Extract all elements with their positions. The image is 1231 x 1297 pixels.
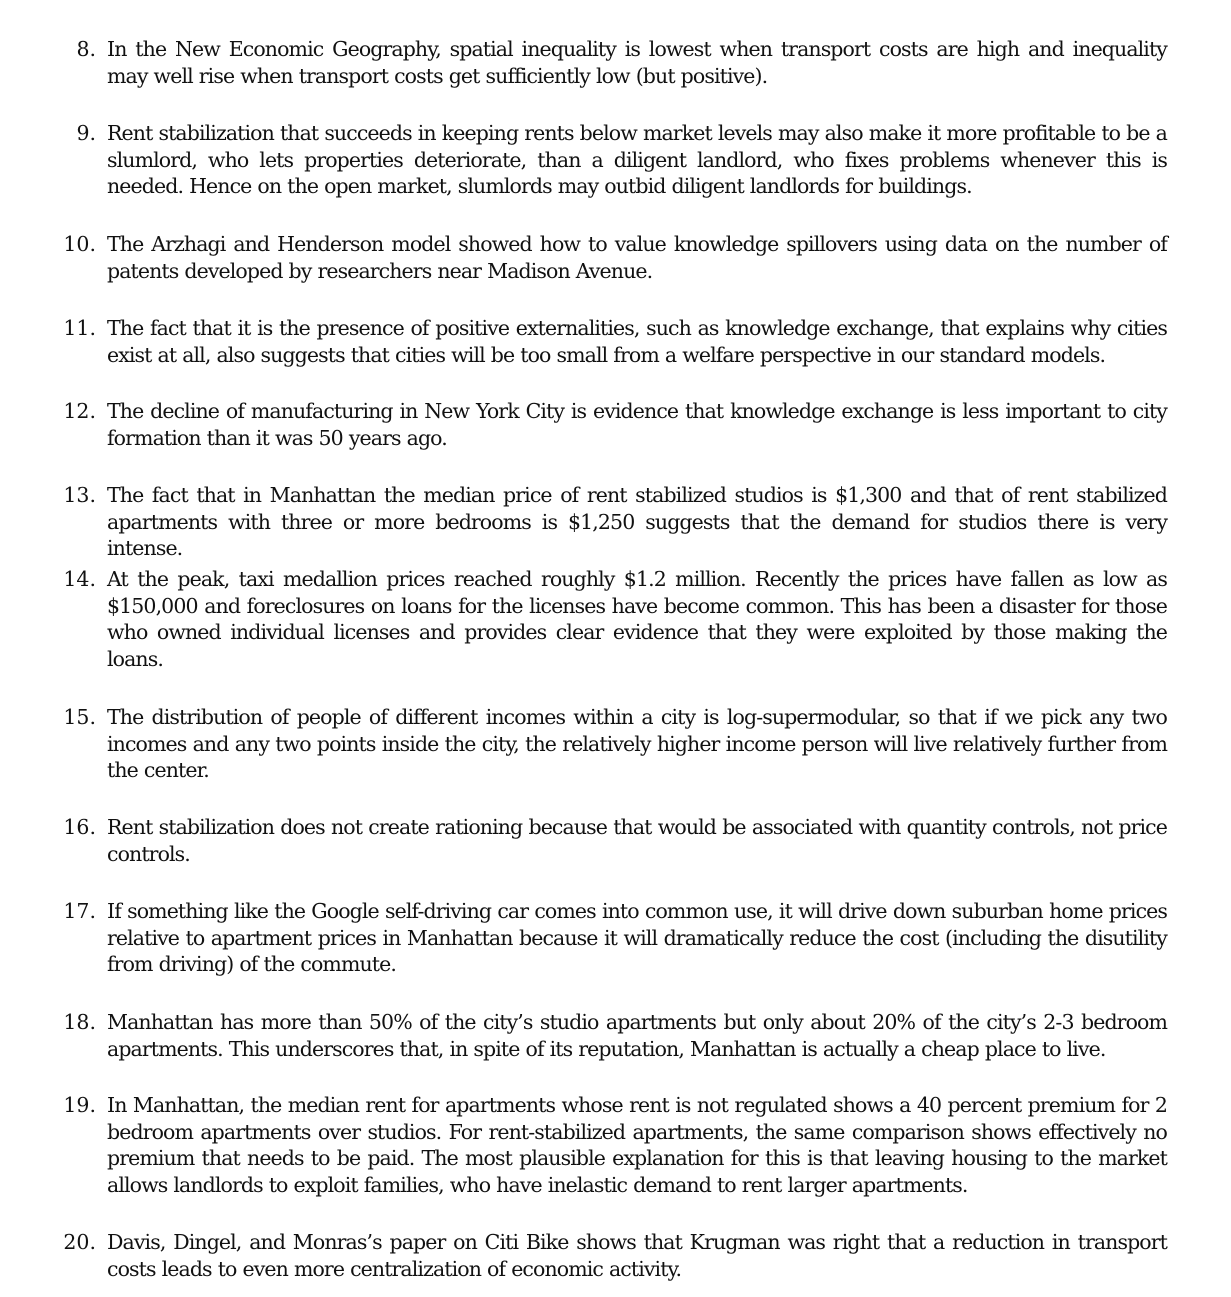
list-item-19	[60, 1092, 1167, 1198]
item-number: 9.	[76, 121, 96, 145]
item-text: Davis, Dingel, and Monras’s paper on Citi Bike shows that Krugman was right that a reduction in transport costs leads to even more centralization of economic activity.	[107, 1230, 1167, 1281]
item-number: 8.	[76, 37, 96, 61]
list-item-18	[60, 1009, 1167, 1062]
list-item-13	[60, 482, 1167, 562]
list-item-12	[60, 398, 1167, 451]
list-item-14	[60, 566, 1167, 672]
item-number: 20.	[63, 1230, 96, 1254]
item-number: 10.	[63, 232, 96, 256]
item-text: The fact that in Manhattan the median price of rent stabilized studios is $1,300 and that of rent stabilized apartments with three or more bedrooms is $1,250 suggests that the demand for studios there is very intense.	[107, 483, 1167, 561]
item-number: 16.	[63, 815, 96, 839]
list-item-9	[60, 120, 1167, 200]
item-number: 13.	[63, 483, 96, 507]
item-number: 11.	[63, 316, 96, 340]
item-number: 18.	[63, 1010, 96, 1034]
list-item-8	[60, 36, 1167, 89]
item-text: At the peak, taxi medallion prices reached roughly $1.2 million. Recently the prices have fallen as low as $150,000 and foreclosures on loans for the licenses have become common. This has been a disaster for those who owned individual licenses and provides clear evidence that they were exploited by those making the loans.	[107, 567, 1167, 671]
item-text: The fact that it is the presence of positive externalities, such as knowledge exchange, that explains why cities exist at all, also suggests that cities will be too small from a welfare perspective in our standard models.	[107, 316, 1167, 367]
list-item-16	[60, 814, 1167, 867]
list-item-10	[60, 231, 1167, 284]
item-number: 12.	[63, 399, 96, 423]
item-text: If something like the Google self-driving car comes into common use, it will drive down suburban home prices relative to apartment prices in Manhattan because it will dramatically reduce the cost (including the disutility from driving) of the commute.	[107, 899, 1167, 977]
item-text: Manhattan has more than 50% of the city’s studio apartments but only about 20% of the city’s 2-3 bedroom apartments. This underscores that, in spite of its reputation, Manhattan is actually a cheap place to live.	[107, 1010, 1167, 1061]
item-text: The Arzhagi and Henderson model showed how to value knowledge spillovers using data on the number of patents developed by researchers near Madison Avenue.	[107, 232, 1167, 283]
item-number: 15.	[63, 705, 96, 729]
item-number: 14.	[63, 567, 96, 591]
list-item-11	[60, 315, 1167, 368]
item-text: Rent stabilization does not create rationing because that would be associated with quantity controls, not price controls.	[107, 815, 1167, 866]
item-number: 19.	[63, 1093, 96, 1117]
item-text: The decline of manufacturing in New York City is evidence that knowledge exchange is less important to city formation than it was 50 years ago.	[107, 399, 1167, 450]
item-text: The distribution of people of different incomes within a city is log-supermodular, so that if we pick any two incomes and any two points inside the city, the relatively higher income person will live relatively further from the center.	[107, 705, 1167, 783]
item-text: In the New Economic Geography, spatial inequality is lowest when transport costs are high and inequality may well rise when transport costs get sufficiently low (but positive).	[107, 37, 1167, 88]
item-text: In Manhattan, the median rent for apartments whose rent is not regulated shows a 40 percent premium for 2 bedroom apartments over studios. For rent-stabilized apartments, the same comparison shows effectively no premium that needs to be paid. The most plausible explanation for this is that leaving housing to the market allows landlords to exploit families, who have inelastic demand to rent larger apartments.	[107, 1093, 1167, 1197]
list-item-17	[60, 898, 1167, 978]
list-item-15	[60, 704, 1167, 784]
list-item-20	[60, 1229, 1167, 1282]
item-text: Rent stabilization that succeeds in keeping rents below market levels may also make it more profitable to be a slumlord, who lets properties deteriorate, than a diligent landlord, who fixes problems whenever this is needed. Hence on the open market, slumlords may outbid diligent landlords for buildings.	[107, 121, 1167, 199]
item-number: 17.	[63, 899, 96, 923]
